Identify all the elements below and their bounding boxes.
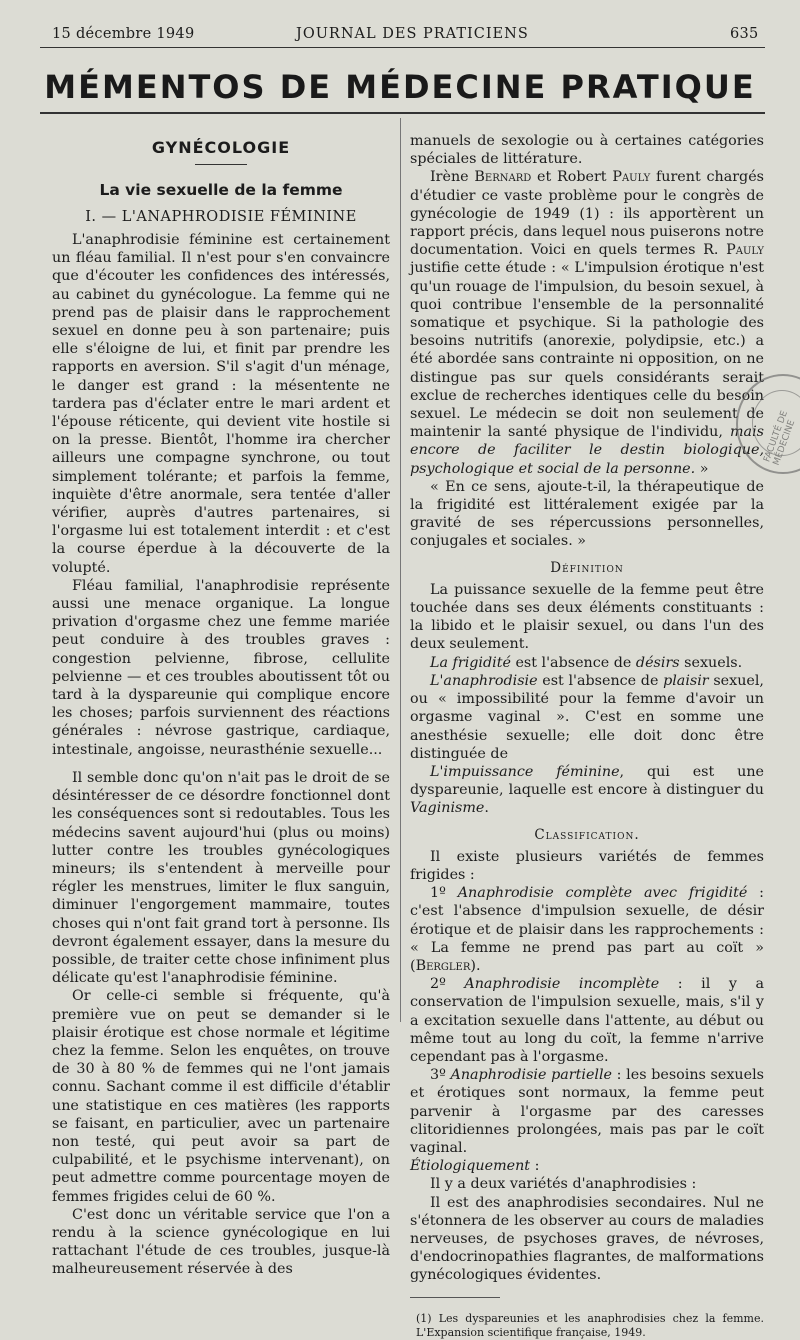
section-heading: GYNÉCOLOGIE xyxy=(151,138,291,157)
paragraph: Irène Bernard et Robert Pauly furent chargés d'étudier ce vaste problème pour le congrès de gynécologie de 1949 (1) : ils apportèrent un rapport précis, dans lequel nous puiserons notre documentation. Voici en quels termes R. Pauly justifie cette étude : « L'impulsion érotique n'est qu'un rouage de l'impulsion, du besoin sexuel, à quoi contribue l'ensemble de la personnalité somatique et psychique. Si la pathologie des besoins nutritifs (anorexie, polydipsie, etc.) a été abordée sans contrainte ni opposition, on ne distingue pas sur quels considérants serait exclue de recherches identiques celle du besoin sexuel. Le médecin se doit non seulement de maintenir la santé physique de l'individu, mais encore de faciliter le destin biologique, psychologique et social de la personne. » xyxy=(410,169,765,477)
header-date: 15 décembre 1949 xyxy=(52,26,195,42)
paragraph: L'anaphrodisie est l'absence de plaisir sexuel, ou « impossibilité pour la femme d'avoir un orgasme vaginal ». C'est en somme une anesthésie sexuelle; elle doit donc être distinguée de xyxy=(410,672,764,762)
paragraph: Il est des anaphrodisies secondaires. Nul ne s'étonnera de les observer au cours de maladies nerveuses, de psychoses graves, de névroses, d'endocrinopathies flagrantes, de malformations gynécologiques évidentes. xyxy=(410,1194,764,1284)
paragraph: Il semble donc qu'on n'ait pas le droit de se désintéresser de ce désordre fonctionnel dont les conséquences sont si redoutables. Tous les médecins savent aujourd'hui (plus ou moins) lutter contre les troubles gynécologiques mineurs; ils s'entendent à merveille pour régler les menstrues, limiter le flux sanguin, diminuer l'engorgement mammaire, toutes choses qui n'ont fait grand tort à personne. Ils devront également essayer, dans la mesure du possible, de traiter cette chose infiniment plus délicate qu'est l'anaphrodisie féminine. xyxy=(52,769,390,987)
header-page-number: 635 xyxy=(730,26,759,42)
page-title: MÉMENTOS DE MÉDECINE PRATIQUE xyxy=(44,68,756,106)
header-rule xyxy=(40,47,765,48)
paragraph: 1º Anaphrodisie complète avec frigidité : c'est l'absence d'impulsion sexuelle, de désir érotique et de plaisir dans les rapprochements : « La femme ne prend pas part au coït » (Bergler). xyxy=(410,885,764,974)
paragraph: Fléau familial, l'anaphrodisie représente aussi une menace organique. La longue privation d'orgasme chez une femme mariée peut conduire à des troubles graves : congestion pelvienne, fibrose, cellulite pelvienne — et ces troubles aboutissent tôt ou tard à la dyspareunie qui complique encore les choses; parfois surviennent des réactions générales : névrose gastrique, cardiaque, intestinale, angoisse, neurasthénie sexuelle... xyxy=(52,577,390,758)
right-column xyxy=(410,132,764,1340)
paragraph: C'est donc un véritable service que l'on a rendu à la science gynécologique en lui rattachant l'étude de ces troubles, jusque-là malheureusement réservée à des xyxy=(52,1206,390,1278)
column-divider xyxy=(400,118,401,1022)
paragraph: manuels de sexologie ou à certaines catégories spéciales de littérature. xyxy=(410,133,764,168)
title-rule xyxy=(40,112,765,114)
paragraph: 2º Anaphrodisie incomplète : il y a conservation de l'impulsion sexuelle, mais, s'il y a excitation sexuelle dans l'attente, au début ou même tout au long du coït, la femme n'arrive cependant pas à l'orgasme. xyxy=(410,976,764,1065)
paragraph: Il existe plusieurs variétés de femmes frigides : xyxy=(410,848,764,883)
paragraph: La puissance sexuelle de la femme peut être touchée dans ses deux éléments constituants : la libido et le plaisir sexuel, ou dans l'un des deux seulement. xyxy=(410,581,764,653)
paragraph: Il y a deux variétés d'anaphrodisies : xyxy=(430,1176,697,1193)
author-name: Bernard xyxy=(474,169,532,186)
chapter-heading: I. — L'ANAPHRODISIE FÉMININE xyxy=(85,209,357,225)
left-column xyxy=(52,132,390,1279)
paragraph: 3º Anaphrodisie partielle : les besoins sexuels et érotiques sont normaux, la femme peut parvenir à l'orgasme par des caresses clitoridiennes prolongées, mais pas par le coït vaginal. xyxy=(410,1067,764,1156)
author-name: Bergler xyxy=(415,957,471,974)
section-rule xyxy=(195,164,247,165)
definition-heading: Définition xyxy=(550,559,624,576)
paragraph: La frigidité est l'absence de désirs sexuels. xyxy=(430,654,743,671)
footnote: (1) Les dyspareunies et les anaphrodisies chez la femme. L'Expansion scientifique française, 1949. xyxy=(416,1311,764,1339)
footnote-rule xyxy=(410,1297,500,1298)
etiology-heading: Étiologiquement : xyxy=(410,1158,540,1175)
paragraph: L'anaphrodisie féminine est certainement un fléau familial. Il n'est pour s'en convaincre que d'écouter les confidences des intéressés, au cabinet du gynécologue. La femme qui ne prend pas de plaisir dans le rapprochement sexuel en donne peu à son partenaire; puis elle s'éloigne de lui, et finit par prendre les rapports en aversion. S'il s'agit d'un ménage, le danger est grand : la mésentente ne tardera pas d'éclater entre le mari ardent et l'épouse réticente, qui devient vite hostile si on la presse. Bientôt, l'homme ira chercher ailleurs une compagne synchrone, ou tout simplement tolérante; et parfois la femme, inquiète d'être anormale, sera tentée d'aller vérifier, auprès d'autres partenaires, si l'orgasme lui est totalement interdit : et c'est la course éperdue à la découverte de la volupté. xyxy=(52,232,390,576)
paragraph: Or celle-ci semble si fréquente, qu'à première vue on peut se demander si le plaisir érotique est chose normale et légitime chez la femme. Selon les enquêtes, on trouve de 30 à 80 % de femmes qui ne l'ont jamais connu. Sachant comme il est difficile d'établir une statistique en ces matières (les rapports se faisant, en particulier, avec un partenaire non testé, qui peut avoir sa part de culpabilité, et le psychisme intervenant), on peut admettre comme pourcentage moyen de femmes frigides celui de 60 %. xyxy=(52,988,390,1205)
header-journal-name: JOURNAL DES PRATICIENS xyxy=(296,26,529,42)
classification-heading: Classification. xyxy=(534,826,640,843)
author-name: Pauly xyxy=(726,242,764,259)
paragraph: « En ce sens, ajoute-t-il, la thérapeutique de la frigidité est littéralement exigée par la gravité de ses répercussions personnelles, conjugales et sociales. » xyxy=(410,478,764,550)
author-name: Pauly xyxy=(612,169,651,186)
paragraph: L'impuissance féminine, qui est une dyspareunie, laquelle est encore à distinguer du Vaginisme. xyxy=(410,763,764,817)
article-title: La vie sexuelle de la femme xyxy=(99,181,343,199)
stamp-text: FACULTÉ DE MÉDECINE xyxy=(762,409,798,467)
